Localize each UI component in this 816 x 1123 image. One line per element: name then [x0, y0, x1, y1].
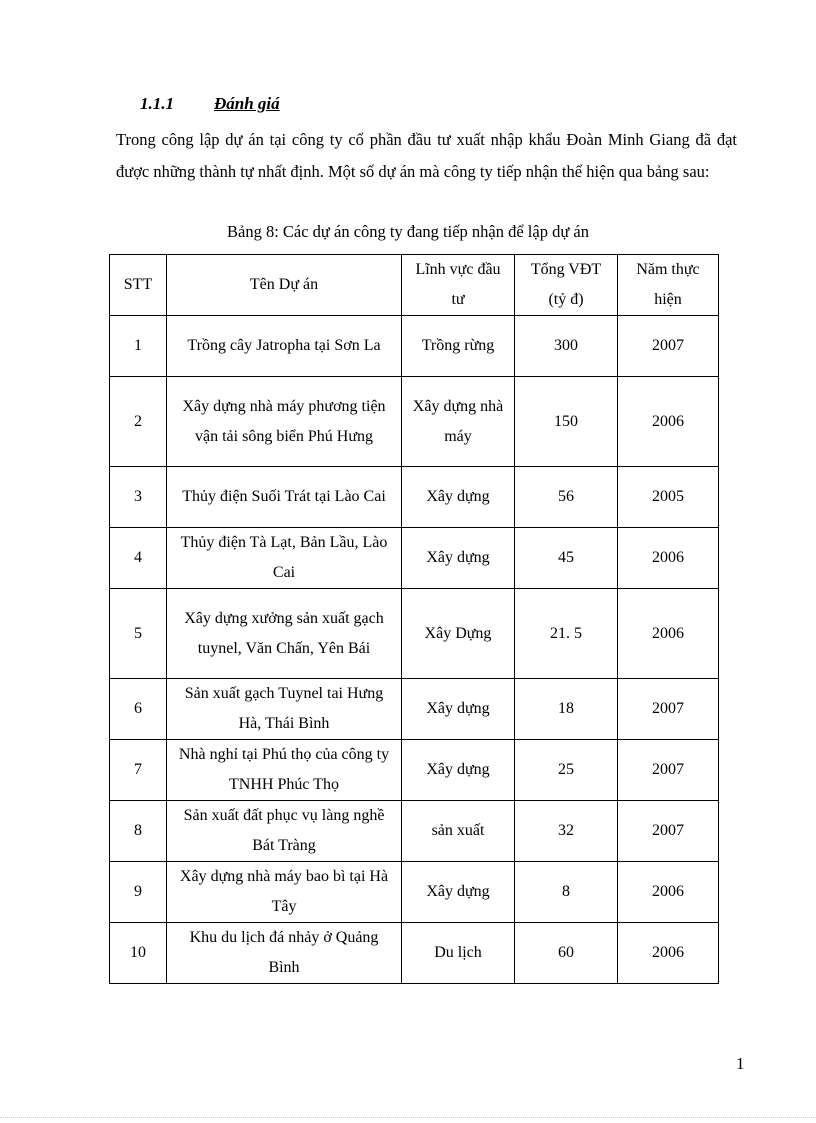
table-row — [110, 923, 719, 984]
cell-capital: 18 — [515, 679, 618, 740]
cell-stt: 2 — [110, 377, 167, 467]
table-row — [110, 467, 719, 528]
table-header-row — [110, 255, 719, 316]
cell-field: Trồng rừng — [402, 316, 515, 377]
cell-field: sản xuất — [402, 801, 515, 862]
table-row — [110, 679, 719, 740]
cell-capital: 8 — [515, 862, 618, 923]
header-stt: STT — [110, 255, 167, 316]
cell-project-name: Xây dựng nhà máy bao bì tại Hà Tây — [167, 862, 402, 923]
cell-capital: 60 — [515, 923, 618, 984]
cell-year: 2005 — [618, 467, 719, 528]
intro-paragraph: Trong công lập dự án tại công ty cổ phần đầu tư xuất nhập khẩu Đoàn Minh Giang đã đạt được những thành tự nhất định. Một số dự án mà công ty tiếp nhận thể hiện qua bảng sau: — [116, 130, 737, 181]
cell-project-name: Thủy điện Suối Trát tại Lào Cai — [167, 467, 402, 528]
cell-field: Xây dựng — [402, 467, 515, 528]
cell-field: Xây dựng — [402, 528, 515, 589]
cell-project-name: Sản xuất gạch Tuynel tai Hưng Hà, Thái Bình — [167, 679, 402, 740]
cell-stt: 4 — [110, 528, 167, 589]
cell-field: Du lịch — [402, 923, 515, 984]
cell-stt: 5 — [110, 589, 167, 679]
header-field: Lĩnh vực đầu tư — [402, 255, 515, 316]
table-row — [110, 801, 719, 862]
cell-project-name: Khu du lịch đá nhảy ở Quảng Bình — [167, 923, 402, 984]
cell-stt: 1 — [110, 316, 167, 377]
header-capital: Tổng VĐT (tỷ đ) — [515, 255, 618, 316]
cell-capital: 21. 5 — [515, 589, 618, 679]
table-caption: Bảng 8: Các dự án công ty đang tiếp nhận để lập dự án — [226, 222, 589, 241]
table-row — [110, 316, 719, 377]
cell-field: Xây dựng — [402, 862, 515, 923]
cell-project-name: Xây dựng nhà máy phương tiện vận tải sông biển Phú Hưng — [167, 377, 402, 467]
table-row — [110, 740, 719, 801]
cell-year: 2006 — [618, 862, 719, 923]
cell-capital: 56 — [515, 467, 618, 528]
cell-field: Xây dựng — [402, 740, 515, 801]
cell-project-name: Xây dựng xưởng sản xuất gạch tuynel, Văn Chấn, Yên Bái — [167, 589, 402, 679]
cell-year: 2006 — [618, 589, 719, 679]
cell-stt: 6 — [110, 679, 167, 740]
cell-year: 2006 — [618, 377, 719, 467]
cell-year: 2007 — [618, 679, 719, 740]
projects-table — [109, 254, 719, 984]
cell-field: Xây Dựng — [402, 589, 515, 679]
cell-field: Xây dựng — [402, 679, 515, 740]
cell-stt: 3 — [110, 467, 167, 528]
cell-stt: 9 — [110, 862, 167, 923]
section-title: Đánh giá — [214, 94, 280, 113]
cell-year: 2007 — [618, 801, 719, 862]
cell-capital: 45 — [515, 528, 618, 589]
section-heading — [140, 94, 280, 114]
cell-capital: 150 — [515, 377, 618, 467]
cell-project-name: Nhà nghỉ tại Phú thọ của công ty TNHH Phúc Thọ — [167, 740, 402, 801]
cell-year: 2007 — [618, 740, 719, 801]
page-number: 1 — [736, 1054, 745, 1073]
section-number: 1.1.1 — [140, 94, 174, 113]
cell-stt: 7 — [110, 740, 167, 801]
table-row — [110, 862, 719, 923]
cell-capital: 300 — [515, 316, 618, 377]
cell-year: 2006 — [618, 923, 719, 984]
cell-field: Xây dựng nhà máy — [402, 377, 515, 467]
header-project-name: Tên Dự án — [167, 255, 402, 316]
page-bottom-divider — [0, 1117, 816, 1118]
cell-year: 2006 — [618, 528, 719, 589]
header-year: Năm thực hiện — [618, 255, 719, 316]
table-row — [110, 377, 719, 467]
table-row — [110, 528, 719, 589]
cell-year: 2007 — [618, 316, 719, 377]
table-row — [110, 589, 719, 679]
cell-stt: 10 — [110, 923, 167, 984]
cell-capital: 32 — [515, 801, 618, 862]
cell-project-name: Thủy điện Tà Lạt, Bản Lầu, Lào Cai — [167, 528, 402, 589]
cell-stt: 8 — [110, 801, 167, 862]
cell-capital: 25 — [515, 740, 618, 801]
cell-project-name: Trồng cây Jatropha tại Sơn La — [167, 316, 402, 377]
cell-project-name: Sản xuất đất phục vụ làng nghề Bát Tràng — [167, 801, 402, 862]
